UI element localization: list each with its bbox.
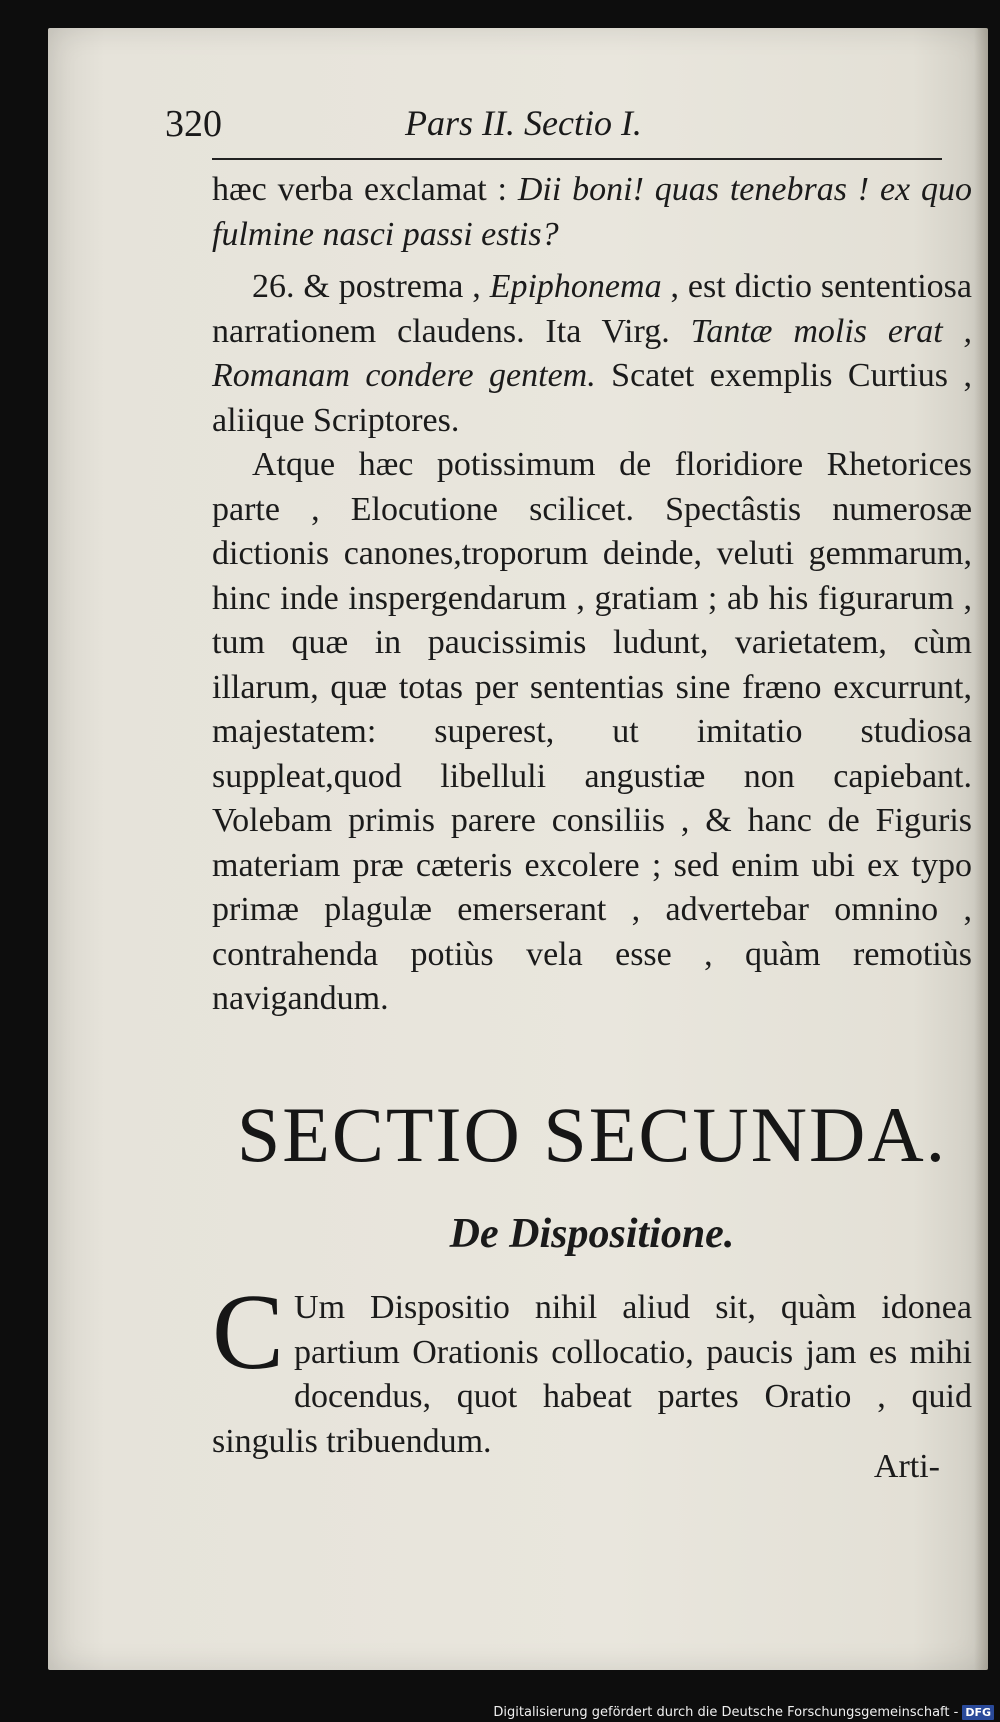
dfg-logo: DFG bbox=[962, 1705, 994, 1720]
drop-cap: C bbox=[212, 1273, 285, 1392]
digitization-footer bbox=[493, 1705, 994, 1720]
section-paragraph: Um Dispositio nihil aliud sit, quàm idonea partium Orationis collocatio, paucis jam es mihi docendus, quot habeat partes Oratio , quid singulis tribuendum. bbox=[212, 1289, 972, 1460]
para26-quote: Tantæ molis erat , Romanam condere gentem. bbox=[212, 312, 972, 394]
para26-end: Scatet exemplis Curtius , aliique Scriptores. bbox=[212, 357, 972, 439]
section-text bbox=[212, 1273, 972, 1464]
running-head: Pars II. Sectio I. bbox=[405, 103, 642, 143]
continuation-roman: hæc verba exclamat : bbox=[212, 171, 518, 208]
page-header bbox=[165, 92, 945, 152]
continuation-quote: Dii boni! quas tenebras ! ex quo fulmine nasci passi estis? bbox=[212, 171, 973, 253]
body-text bbox=[212, 168, 972, 1022]
paragraph-26 bbox=[212, 265, 972, 443]
header-rule bbox=[212, 158, 942, 160]
catchword: Arti- bbox=[873, 1448, 940, 1485]
paragraph-final: Atque hæc potissimum de floridiore Rhetorices parte , Elocutione scilicet. Spectâstis numerosæ dictionis canones,troporum deinde, veluti gemmarum, hinc inde inspergendarum , gratiam ; ab his figurarum , tum quæ in paucissimis ludunt, varietatem, cùm illarum, quæ totas per sententias sine fræno excurrunt, majestatem: superest, ut imitatio studiosa suppleat,quod libelluli angustiæ non capiebant. Volebam primis parere consiliis , & hanc de Figuris materiam præ cæteris excolere ; sed enim ubi ex typo primæ plagulæ emerserant , advertebar omnino , contrahenda potiùs vela esse , quàm remotiùs navigandum. bbox=[212, 446, 972, 1017]
page-number: 320 bbox=[165, 103, 222, 145]
footer-credit: Digitalisierung gefördert durch die Deutsche Forschungsgemeinschaft - bbox=[493, 1705, 959, 1720]
page-edge-shadow bbox=[974, 28, 988, 1670]
paragraph-continuation bbox=[212, 168, 972, 257]
para26-term: Epiphonema bbox=[489, 268, 662, 305]
section-subtitle: De Dispositione. bbox=[449, 1211, 735, 1257]
section-title: SECTIO SECUNDA. bbox=[236, 1091, 948, 1178]
para26-mid: , est dictio sententiosa narrationem claudens. Ita Virg. bbox=[212, 268, 972, 350]
para26-start: 26. & postrema , bbox=[252, 268, 490, 305]
